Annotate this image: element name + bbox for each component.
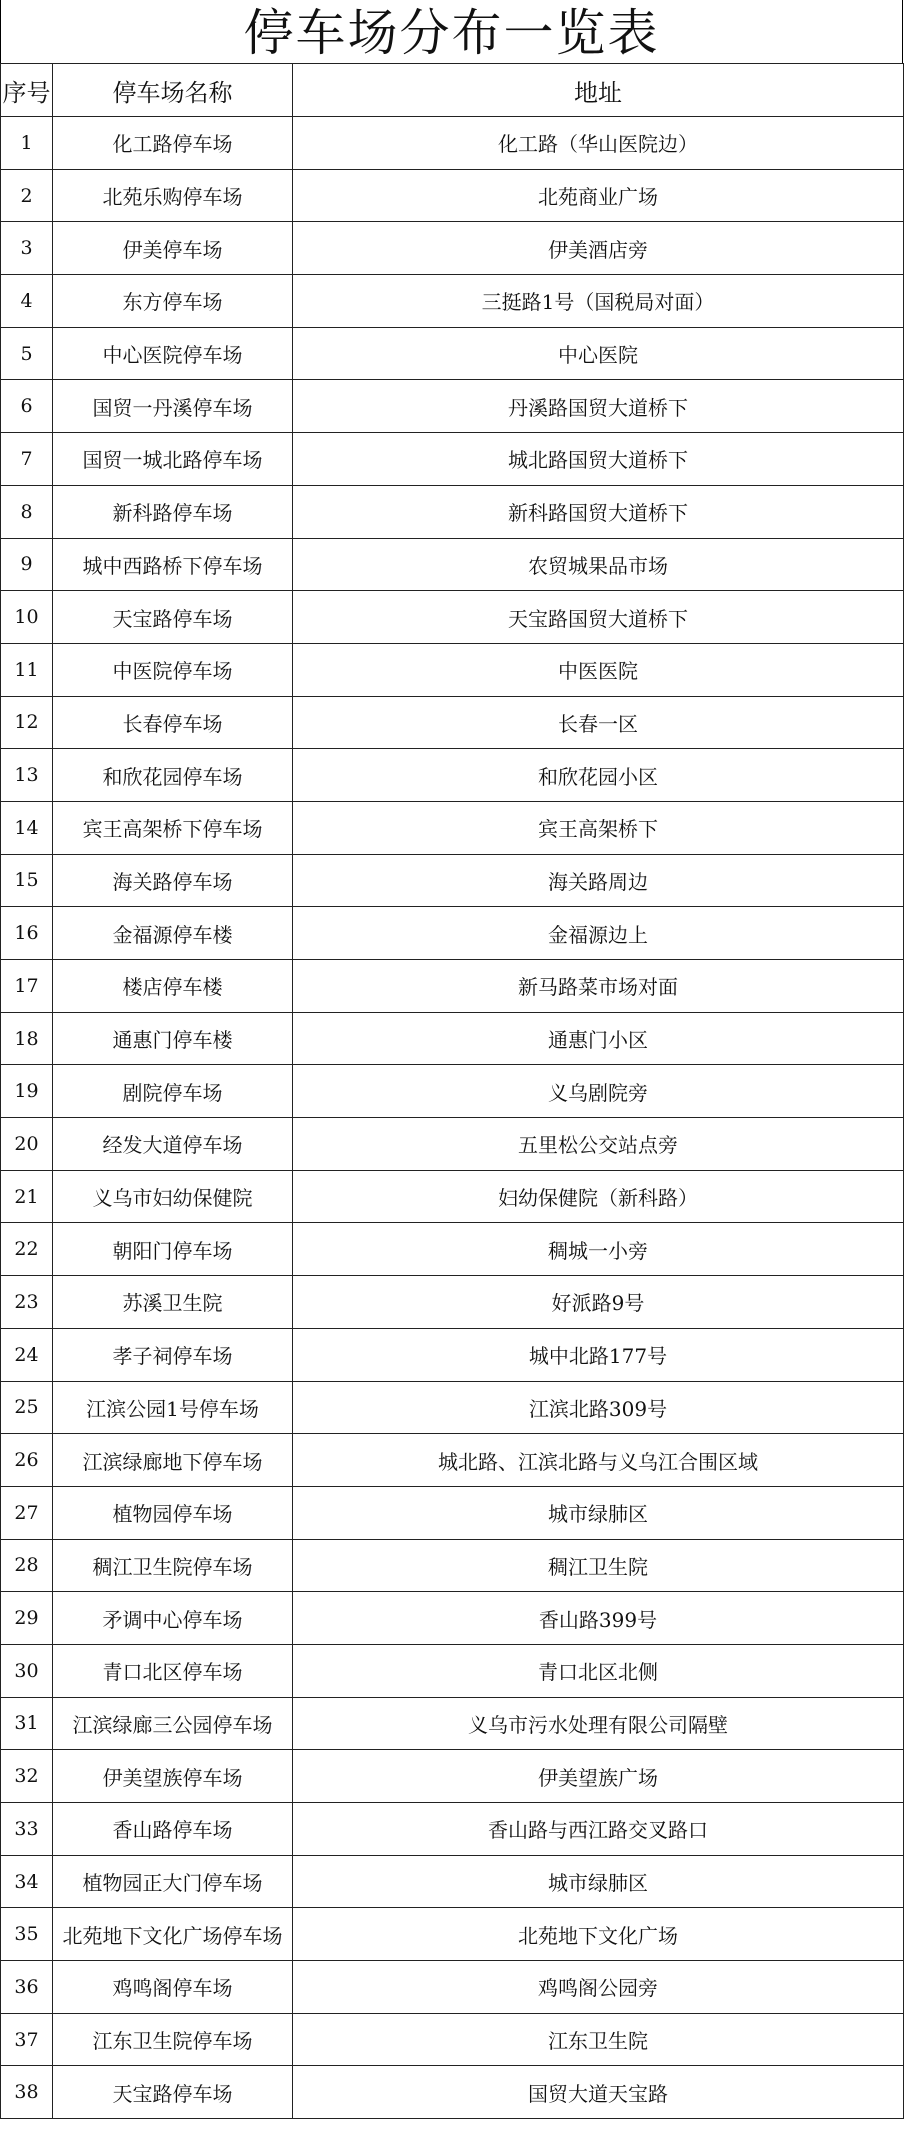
row-number: 6 bbox=[1, 380, 53, 433]
table-row bbox=[1, 1276, 904, 1329]
parking-lot-address: 稠江卫生院 bbox=[293, 1539, 904, 1592]
table-row bbox=[1, 1118, 904, 1171]
parking-lot-name: 剧院停车场 bbox=[53, 1065, 293, 1118]
table-row bbox=[1, 1592, 904, 1645]
parking-lot-address: 好派路9号 bbox=[293, 1276, 904, 1329]
parking-table bbox=[0, 63, 904, 2119]
parking-lot-address: 中医医院 bbox=[293, 643, 904, 696]
parking-lot-address: 妇幼保健院（新科路） bbox=[293, 1170, 904, 1223]
table-row bbox=[1, 1855, 904, 1908]
table-row bbox=[1, 1065, 904, 1118]
row-number: 9 bbox=[1, 538, 53, 591]
table-row bbox=[1, 960, 904, 1013]
table-row bbox=[1, 538, 904, 591]
parking-lot-address: 丹溪路国贸大道桥下 bbox=[293, 380, 904, 433]
row-number: 7 bbox=[1, 433, 53, 486]
table-row bbox=[1, 1486, 904, 1539]
parking-lot-address: 新科路国贸大道桥下 bbox=[293, 485, 904, 538]
row-number: 30 bbox=[1, 1644, 53, 1697]
row-number: 4 bbox=[1, 275, 53, 328]
parking-lot-address: 宾王高架桥下 bbox=[293, 801, 904, 854]
table-row bbox=[1, 1381, 904, 1434]
column-header-address: 地址 bbox=[293, 64, 904, 117]
parking-lot-name: 宾王高架桥下停车场 bbox=[53, 801, 293, 854]
parking-lot-address: 长春一区 bbox=[293, 696, 904, 749]
row-number: 22 bbox=[1, 1223, 53, 1276]
table-row bbox=[1, 1644, 904, 1697]
row-number: 28 bbox=[1, 1539, 53, 1592]
parking-lot-name: 中医院停车场 bbox=[53, 643, 293, 696]
parking-lot-address: 江滨北路309号 bbox=[293, 1381, 904, 1434]
parking-lot-name: 香山路停车场 bbox=[53, 1803, 293, 1856]
row-number: 35 bbox=[1, 1908, 53, 1961]
table-row bbox=[1, 907, 904, 960]
parking-lot-name: 朝阳门停车场 bbox=[53, 1223, 293, 1276]
parking-lot-name: 天宝路停车场 bbox=[53, 2066, 293, 2119]
table-row bbox=[1, 433, 904, 486]
row-number: 10 bbox=[1, 591, 53, 644]
parking-lot-name: 经发大道停车场 bbox=[53, 1118, 293, 1171]
parking-lot-name: 国贸一城北路停车场 bbox=[53, 433, 293, 486]
row-number: 11 bbox=[1, 643, 53, 696]
row-number: 8 bbox=[1, 485, 53, 538]
column-header-no: 序号 bbox=[1, 64, 53, 117]
table-row bbox=[1, 1908, 904, 1961]
parking-lot-name: 江滨公园1号停车场 bbox=[53, 1381, 293, 1434]
row-number: 33 bbox=[1, 1803, 53, 1856]
parking-lot-name: 伊美停车场 bbox=[53, 222, 293, 275]
row-number: 12 bbox=[1, 696, 53, 749]
parking-lot-name: 植物园停车场 bbox=[53, 1486, 293, 1539]
parking-lot-address: 天宝路国贸大道桥下 bbox=[293, 591, 904, 644]
row-number: 36 bbox=[1, 1961, 53, 2014]
parking-lot-name: 苏溪卫生院 bbox=[53, 1276, 293, 1329]
parking-lot-address: 伊美望族广场 bbox=[293, 1750, 904, 1803]
parking-lot-address: 伊美酒店旁 bbox=[293, 222, 904, 275]
parking-lot-name: 江滨绿廊地下停车场 bbox=[53, 1434, 293, 1487]
table-row bbox=[1, 2066, 904, 2119]
table-row bbox=[1, 749, 904, 802]
row-number: 27 bbox=[1, 1486, 53, 1539]
row-number: 25 bbox=[1, 1381, 53, 1434]
row-number: 14 bbox=[1, 801, 53, 854]
row-number: 32 bbox=[1, 1750, 53, 1803]
parking-lot-name: 孝子祠停车场 bbox=[53, 1328, 293, 1381]
parking-lot-address: 城市绿肺区 bbox=[293, 1855, 904, 1908]
table-row bbox=[1, 1012, 904, 1065]
table-row bbox=[1, 275, 904, 328]
row-number: 3 bbox=[1, 222, 53, 275]
parking-lot-address: 新马路菜市场对面 bbox=[293, 960, 904, 1013]
row-number: 1 bbox=[1, 117, 53, 170]
table-row bbox=[1, 485, 904, 538]
parking-lot-address: 义乌剧院旁 bbox=[293, 1065, 904, 1118]
parking-lot-address: 江东卫生院 bbox=[293, 2013, 904, 2066]
table-row bbox=[1, 1961, 904, 2014]
parking-lot-address: 城北路、江滨北路与义乌江合围区域 bbox=[293, 1434, 904, 1487]
table-row bbox=[1, 1539, 904, 1592]
table-header-row bbox=[1, 64, 904, 117]
parking-lot-address: 香山路与西江路交叉路口 bbox=[293, 1803, 904, 1856]
row-number: 23 bbox=[1, 1276, 53, 1329]
parking-lot-address: 青口北区北侧 bbox=[293, 1644, 904, 1697]
table-row bbox=[1, 1750, 904, 1803]
parking-lot-address: 五里松公交站点旁 bbox=[293, 1118, 904, 1171]
parking-lot-address: 鸡鸣阁公园旁 bbox=[293, 1961, 904, 2014]
table-row bbox=[1, 1434, 904, 1487]
parking-lot-address: 北苑地下文化广场 bbox=[293, 1908, 904, 1961]
parking-lot-address: 稠城一小旁 bbox=[293, 1223, 904, 1276]
row-number: 18 bbox=[1, 1012, 53, 1065]
parking-lot-address: 国贸大道天宝路 bbox=[293, 2066, 904, 2119]
parking-lot-address: 城中北路177号 bbox=[293, 1328, 904, 1381]
column-header-name: 停车场名称 bbox=[53, 64, 293, 117]
table-row bbox=[1, 854, 904, 907]
table-row bbox=[1, 1223, 904, 1276]
parking-lot-name: 和欣花园停车场 bbox=[53, 749, 293, 802]
row-number: 34 bbox=[1, 1855, 53, 1908]
row-number: 5 bbox=[1, 327, 53, 380]
row-number: 16 bbox=[1, 907, 53, 960]
parking-lot-name: 青口北区停车场 bbox=[53, 1644, 293, 1697]
parking-lot-name: 楼店停车楼 bbox=[53, 960, 293, 1013]
parking-lot-name: 北苑乐购停车场 bbox=[53, 169, 293, 222]
parking-lot-address: 北苑商业广场 bbox=[293, 169, 904, 222]
table-row bbox=[1, 1328, 904, 1381]
table-row bbox=[1, 117, 904, 170]
table-row bbox=[1, 1697, 904, 1750]
row-number: 19 bbox=[1, 1065, 53, 1118]
parking-lot-address: 化工路（华山医院边） bbox=[293, 117, 904, 170]
parking-lot-address: 海关路周边 bbox=[293, 854, 904, 907]
table-row bbox=[1, 169, 904, 222]
parking-lot-name: 新科路停车场 bbox=[53, 485, 293, 538]
table-row bbox=[1, 1803, 904, 1856]
parking-lot-name: 海关路停车场 bbox=[53, 854, 293, 907]
row-number: 26 bbox=[1, 1434, 53, 1487]
row-number: 21 bbox=[1, 1170, 53, 1223]
row-number: 2 bbox=[1, 169, 53, 222]
row-number: 15 bbox=[1, 854, 53, 907]
parking-lot-name: 通惠门停车楼 bbox=[53, 1012, 293, 1065]
parking-lot-name: 义乌市妇幼保健院 bbox=[53, 1170, 293, 1223]
parking-lot-address: 义乌市污水处理有限公司隔壁 bbox=[293, 1697, 904, 1750]
parking-lot-name: 北苑地下文化广场停车场 bbox=[53, 1908, 293, 1961]
parking-lot-address: 城北路国贸大道桥下 bbox=[293, 433, 904, 486]
table-row bbox=[1, 2013, 904, 2066]
parking-lot-address: 和欣花园小区 bbox=[293, 749, 904, 802]
table-row bbox=[1, 801, 904, 854]
table-row bbox=[1, 696, 904, 749]
parking-lot-address: 农贸城果品市场 bbox=[293, 538, 904, 591]
parking-lot-name: 中心医院停车场 bbox=[53, 327, 293, 380]
row-number: 38 bbox=[1, 2066, 53, 2119]
parking-lot-address: 中心医院 bbox=[293, 327, 904, 380]
table-row bbox=[1, 222, 904, 275]
parking-lot-name: 化工路停车场 bbox=[53, 117, 293, 170]
parking-lot-address: 通惠门小区 bbox=[293, 1012, 904, 1065]
parking-lot-name: 伊美望族停车场 bbox=[53, 1750, 293, 1803]
row-number: 31 bbox=[1, 1697, 53, 1750]
parking-lot-name: 天宝路停车场 bbox=[53, 591, 293, 644]
row-number: 29 bbox=[1, 1592, 53, 1645]
parking-lot-name: 鸡鸣阁停车场 bbox=[53, 1961, 293, 2014]
parking-lot-address: 城市绿肺区 bbox=[293, 1486, 904, 1539]
parking-lot-name: 金福源停车楼 bbox=[53, 907, 293, 960]
parking-lot-address: 香山路399号 bbox=[293, 1592, 904, 1645]
parking-lot-name: 江滨绿廊三公园停车场 bbox=[53, 1697, 293, 1750]
parking-lot-address: 金福源边上 bbox=[293, 907, 904, 960]
table-body bbox=[1, 117, 904, 2119]
table-row bbox=[1, 1170, 904, 1223]
parking-lot-address: 三挺路1号（国税局对面） bbox=[293, 275, 904, 328]
parking-lot-name: 东方停车场 bbox=[53, 275, 293, 328]
parking-lot-name: 植物园正大门停车场 bbox=[53, 1855, 293, 1908]
parking-lot-name: 长春停车场 bbox=[53, 696, 293, 749]
table-row bbox=[1, 327, 904, 380]
row-number: 17 bbox=[1, 960, 53, 1013]
row-number: 37 bbox=[1, 2013, 53, 2066]
table-row bbox=[1, 643, 904, 696]
parking-lot-name: 城中西路桥下停车场 bbox=[53, 538, 293, 591]
parking-lot-name: 江东卫生院停车场 bbox=[53, 2013, 293, 2066]
parking-lot-name: 国贸一丹溪停车场 bbox=[53, 380, 293, 433]
page-title: 停车场分布一览表 bbox=[0, 0, 903, 63]
row-number: 13 bbox=[1, 749, 53, 802]
table-row bbox=[1, 380, 904, 433]
parking-lot-name: 稠江卫生院停车场 bbox=[53, 1539, 293, 1592]
row-number: 20 bbox=[1, 1118, 53, 1171]
parking-lot-name: 矛调中心停车场 bbox=[53, 1592, 293, 1645]
table-row bbox=[1, 591, 904, 644]
row-number: 24 bbox=[1, 1328, 53, 1381]
